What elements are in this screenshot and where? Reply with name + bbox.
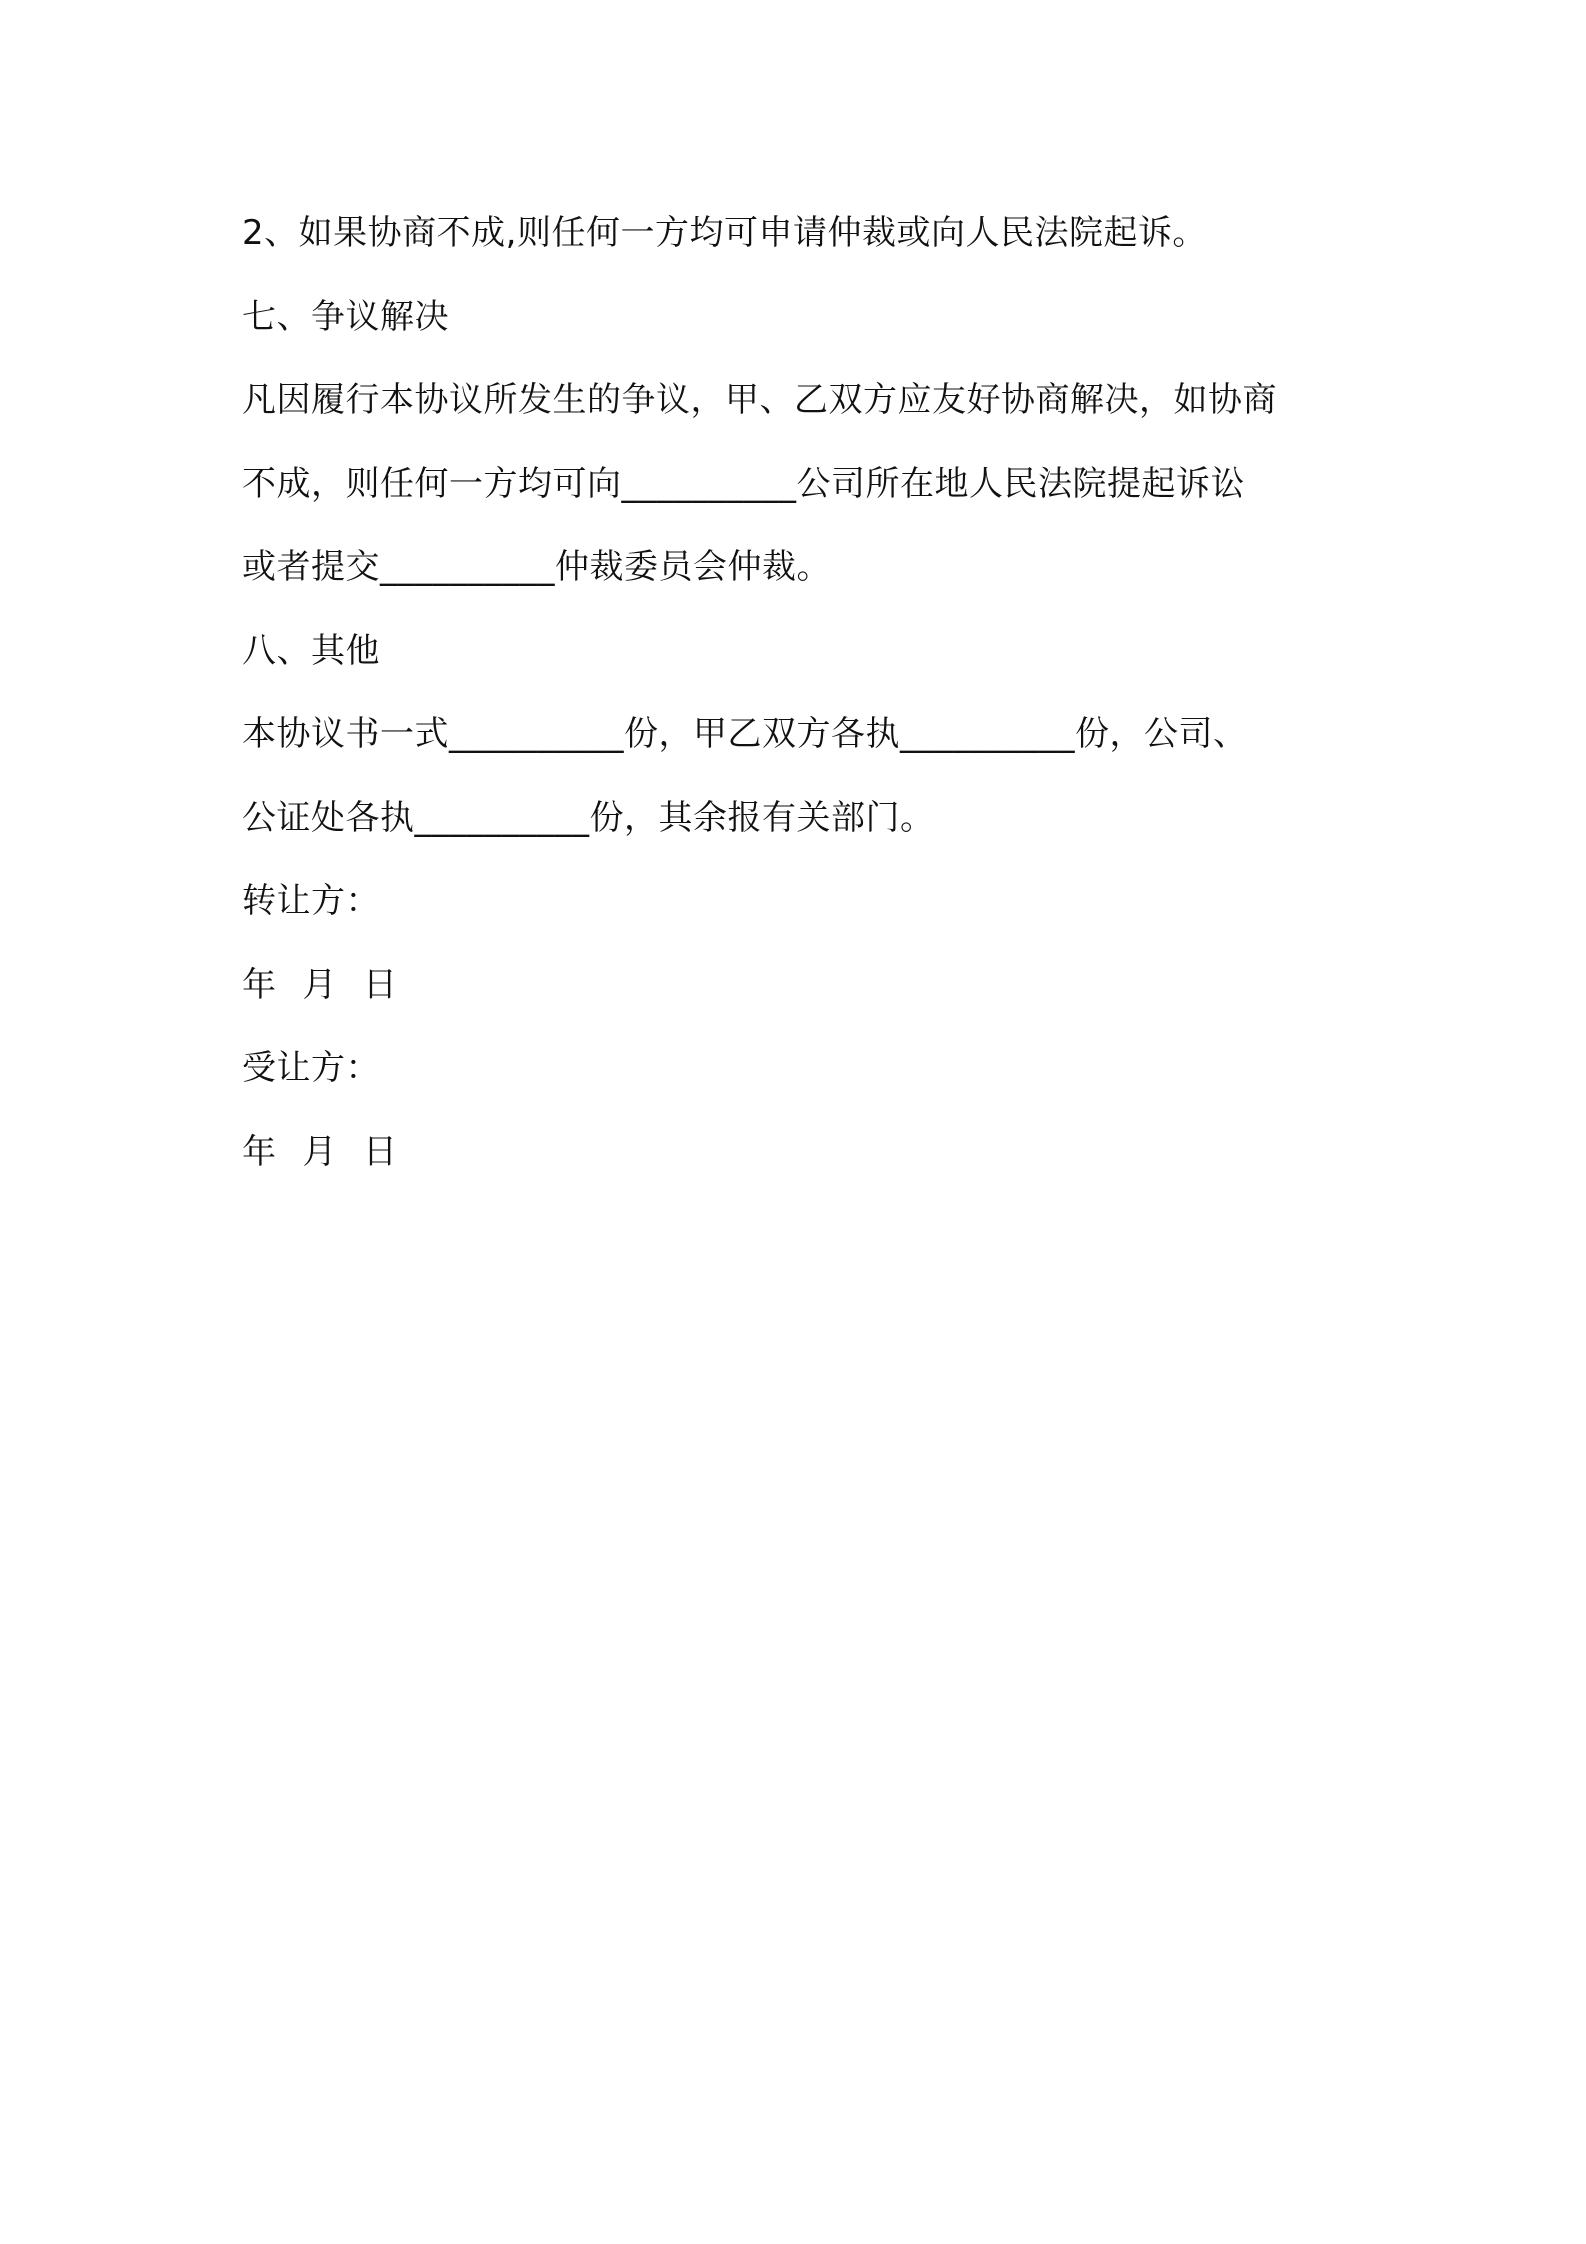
date-day-label: 日 (363, 964, 398, 1005)
date-day-label: 日 (363, 1131, 398, 1172)
dispute-paragraph-line-1: 凡因履行本协议所发生的争议，甲、乙双方应友好协商解决，如协商 (242, 380, 1277, 420)
transferor-label: 转让方： (242, 881, 380, 921)
date-year-label: 年 (242, 1131, 277, 1172)
copies-paragraph-line-1: 本协议书一式__________份，甲乙双方各执__________份，公司、 (242, 714, 1248, 754)
transferee-date (242, 1111, 1362, 1195)
date-year-label: 年 (242, 964, 277, 1005)
section-heading-other: 八、其他 (242, 630, 380, 671)
dispute-paragraph-line-2: 不成，则任何一方均可向__________公司所在地人民法院提起诉讼 (242, 463, 1245, 504)
dispute-paragraph-line-3: 或者提交__________仲裁委员会仲裁。 (242, 547, 831, 587)
clause-litigation: 2、如果协商不成,则任何一方均可申请仲裁或向人民法院起诉。 (242, 213, 1207, 253)
date-month-label: 月 (302, 1131, 337, 1172)
date-month-label: 月 (302, 964, 337, 1005)
copies-paragraph-line-2: 公证处各执__________份，其余报有关部门。 (242, 797, 935, 838)
transferee-label: 受让方： (242, 1048, 380, 1088)
document-body (242, 192, 1362, 1194)
transferor-date (242, 944, 1362, 1028)
section-heading-dispute-resolution: 七、争议解决 (242, 296, 449, 337)
